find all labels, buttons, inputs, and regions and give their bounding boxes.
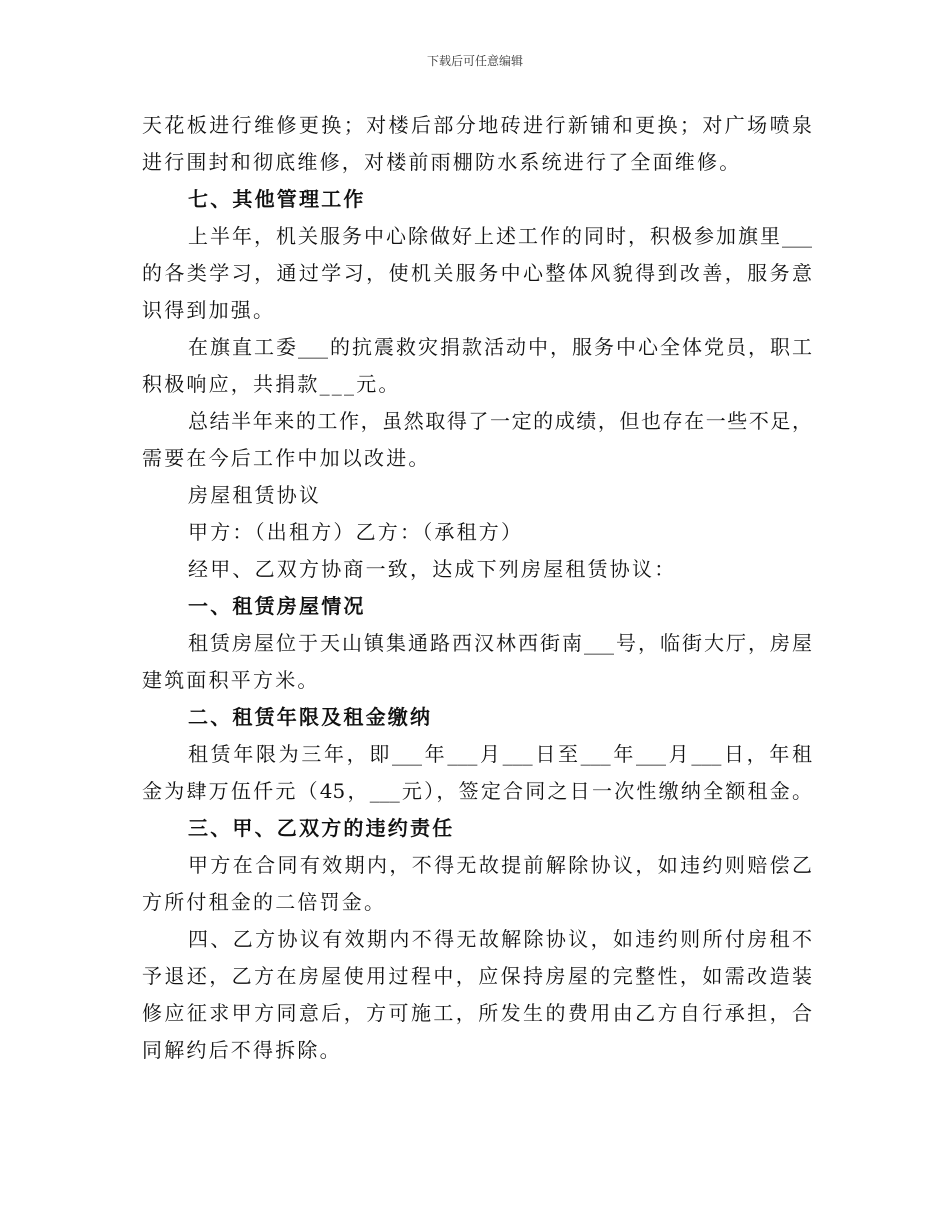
paragraph-line: 进行围封和彻底维修，对楼前雨棚防水系统进行了全面维修。 bbox=[142, 150, 742, 174]
paragraph-line: 租赁年限为三年，即___年___月___日至___年___月___日，年租 bbox=[188, 742, 812, 766]
paragraph-line: 在旗直工委___的抗震救灾捐款活动中，服务中心全体党员，职工 bbox=[188, 335, 812, 359]
paragraph-line: 方所付租金的二倍罚金。 bbox=[142, 890, 387, 914]
paragraph-line: 同解约后不得拆除。 bbox=[142, 1038, 342, 1062]
paragraph-line: 甲方在合同有效期内，不得无故提前解除协议，如违约则赔偿乙 bbox=[188, 853, 812, 877]
paragraph-line: 予退还，乙方在房屋使用过程中，应保持房屋的完整性，如需改造装 bbox=[142, 964, 812, 988]
section-heading: 七、其他管理工作 bbox=[188, 187, 366, 211]
document-body bbox=[142, 107, 812, 1069]
document-title: 房屋租赁协议 bbox=[188, 483, 322, 507]
paragraph-line: 需要在今后工作中加以改进。 bbox=[142, 446, 431, 470]
section-heading: 一、租赁房屋情况 bbox=[188, 594, 366, 618]
paragraph-line: 建筑面积平方米。 bbox=[142, 668, 320, 692]
paragraph-line: 上半年，机关服务中心除做好上述工作的同时，积极参加旗里___ bbox=[188, 224, 812, 248]
parties-line: 甲方：（出租方）乙方：（承租方） bbox=[188, 520, 524, 544]
section-heading: 二、租赁年限及租金缴纳 bbox=[188, 705, 433, 729]
paragraph-line: 积极响应，共捐款___元。 bbox=[142, 372, 401, 396]
paragraph-line: 金为肆万伍仟元（45，___元），签定合同之日一次性缴纳全额租金。 bbox=[142, 779, 812, 803]
section-heading: 三、甲、乙双方的违约责任 bbox=[188, 816, 455, 840]
paragraph-line: 四、乙方协议有效期内不得无故解除协议，如违约则所付房租不 bbox=[188, 927, 812, 951]
paragraph-line: 租赁房屋位于天山镇集通路西汉林西街南___号，临街大厅，房屋 bbox=[188, 631, 812, 655]
page-header: 下载后可任意编辑 bbox=[426, 54, 523, 68]
paragraph-line: 识得到加强。 bbox=[142, 298, 276, 322]
paragraph-line: 的各类学习，通过学习，使机关服务中心整体风貌得到改善，服务意 bbox=[142, 261, 812, 285]
paragraph-line: 经甲、乙双方协商一致，达成下列房屋租赁协议： bbox=[188, 557, 677, 581]
paragraph-line: 天花板进行维修更换；对楼后部分地砖进行新铺和更换；对广场喷泉 bbox=[142, 113, 812, 137]
paragraph-line: 修应征求甲方同意后，方可施工，所发生的费用由乙方自行承担，合 bbox=[142, 1001, 812, 1025]
paragraph-line: 总结半年来的工作，虽然取得了一定的成绩，但也存在一些不足， bbox=[188, 409, 812, 433]
